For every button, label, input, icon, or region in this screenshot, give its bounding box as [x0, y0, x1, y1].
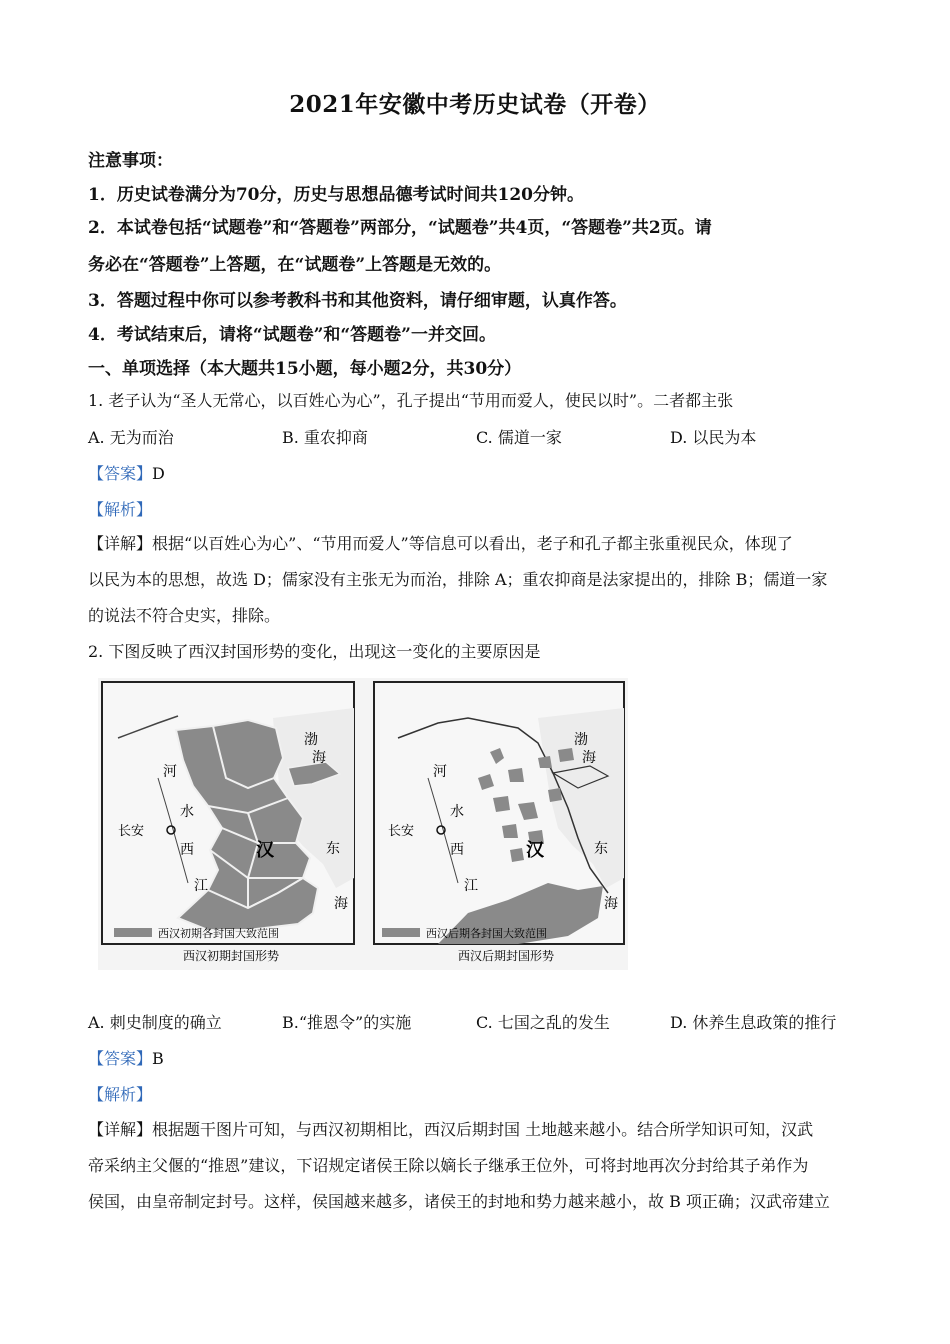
map-late-han [374, 682, 624, 963]
map-left-label-changan: 长安 [118, 824, 145, 839]
q1-option-c: C. 儒道一家 [476, 428, 562, 447]
q1-analysis-label: 【解析】 [88, 500, 153, 519]
section-heading: 一、单项选择（本大题共15小题，每小题2分，共30分） [88, 359, 522, 379]
map-right-label-changan: 长安 [388, 824, 415, 839]
q2-option-d: D. 休养生息政策的推行 [670, 1013, 837, 1032]
q2-detail-2: 帝采纳主父偃的“推恩”建议，下诏规定诸侯王除以嫡长子继承王位外，可将封地再次分封给其子弟作为 [88, 1156, 809, 1175]
q1-answer-value: D [152, 464, 165, 483]
map-left-legend: 西汉初期各封国大致范围 [158, 927, 279, 940]
map-left-label-bohai: 海 [312, 750, 326, 766]
q2-option-c: C. 七国之乱的发生 [476, 1013, 610, 1032]
notice-2-cont: 务必在“答题卷”上答题，在“试题卷”上答题是无效的。 [88, 255, 502, 275]
map-right-label-dong: 东 [594, 841, 608, 857]
q1-answer-label: 【答案】 [88, 464, 153, 483]
q1-detail-2: 以民为本的思想，故选 D；儒家没有主张无为而治，排除 A；重农抑商是法家提出的，排除 B；儒道一家 [88, 570, 828, 589]
map-left-label-shui: 水 [180, 804, 194, 820]
q1-stem: 1. 老子认为“圣人无常心，以百姓心为心”，孔子提出“节用而爱人，使民以时”。二者都主张 [88, 391, 734, 410]
map-left-label-dong: 东 [326, 841, 340, 857]
q1-detail-3: 的说法不符合史实，排除。 [88, 606, 281, 625]
map-right-label-xi: 西 [450, 842, 464, 858]
q2-option-b: B.“推恩令”的实施 [282, 1013, 412, 1032]
q1-option-a: A. 无为而治 [88, 428, 174, 447]
q2-map-figure [98, 678, 628, 970]
q1-option-d: D. 以民为本 [670, 428, 757, 447]
q2-detail-3: 侯国，由皇帝制定封号。这样，侯国越来越多，诸侯王的封地和势力越来越小，故 B 项正确；汉武帝建立 [88, 1192, 830, 1211]
notice-3: 3．答题过程中你可以参考教科书和其他资料，请仔细审题，认真作答。 [88, 291, 627, 311]
map-early-han [102, 682, 354, 963]
map-left-label-xi: 西 [180, 842, 194, 858]
map-left-label-he: 河 [163, 764, 177, 780]
q1-answer [88, 461, 165, 484]
q1-option-b: B. 重农抑商 [282, 428, 368, 447]
map-right-label-jiang: 江 [464, 878, 478, 894]
map-right-label-bohai: 海 [582, 750, 596, 766]
q2-analysis-label: 【解析】 [88, 1085, 153, 1104]
q2-answer-label: 【答案】 [88, 1049, 153, 1068]
q2-answer-value: B [152, 1049, 164, 1068]
q1-detail-1: 【详解】根据“以百姓心为心”、“节用而爱人”等信息可以看出，老子和孔子都主张重视民众，体现了 [88, 534, 793, 553]
notice-heading: 注意事项： [88, 151, 173, 171]
map-right-caption: 西汉后期封国形势 [458, 949, 555, 963]
map-left-caption: 西汉初期封国形势 [183, 949, 280, 963]
map-left-label-han: 汉 [256, 840, 274, 861]
map-left-label-hai: 海 [334, 896, 348, 912]
notice-1: 1．历史试卷满分为70分，历史与思想品德考试时间共120分钟。 [88, 185, 584, 205]
notice-2: 2．本试卷包括“试题卷”和“答题卷”两部分，“试题卷”共4页，“答题卷”共2页。请 [88, 218, 712, 238]
q2-stem: 2. 下图反映了西汉封国形势的变化，出现这一变化的主要原因是 [88, 642, 541, 661]
notice-4: 4．考试结束后，请将“试题卷”和“答题卷”一并交回。 [88, 325, 496, 345]
q2-option-a: A. 刺史制度的确立 [88, 1013, 222, 1032]
map-right-label-shui: 水 [450, 804, 464, 820]
map-right-legend: 西汉后期各封国大致范围 [426, 927, 547, 940]
q2-answer [88, 1046, 164, 1069]
map-right-label-han: 汉 [526, 840, 544, 861]
map-left-label-bo: 渤 [304, 732, 318, 748]
map-right-label-bo: 渤 [574, 732, 588, 748]
map-right-label-he: 河 [433, 764, 447, 780]
q2-detail-1: 【详解】根据题干图片可知，与西汉初期相比，西汉后期封国 土地越来越小。结合所学知识可知，汉武 [88, 1120, 814, 1139]
map-right-label-hai: 海 [604, 896, 618, 912]
page-title: 2021年安徽中考历史试卷（开卷） [289, 91, 661, 118]
map-left-label-jiang: 江 [194, 878, 208, 894]
